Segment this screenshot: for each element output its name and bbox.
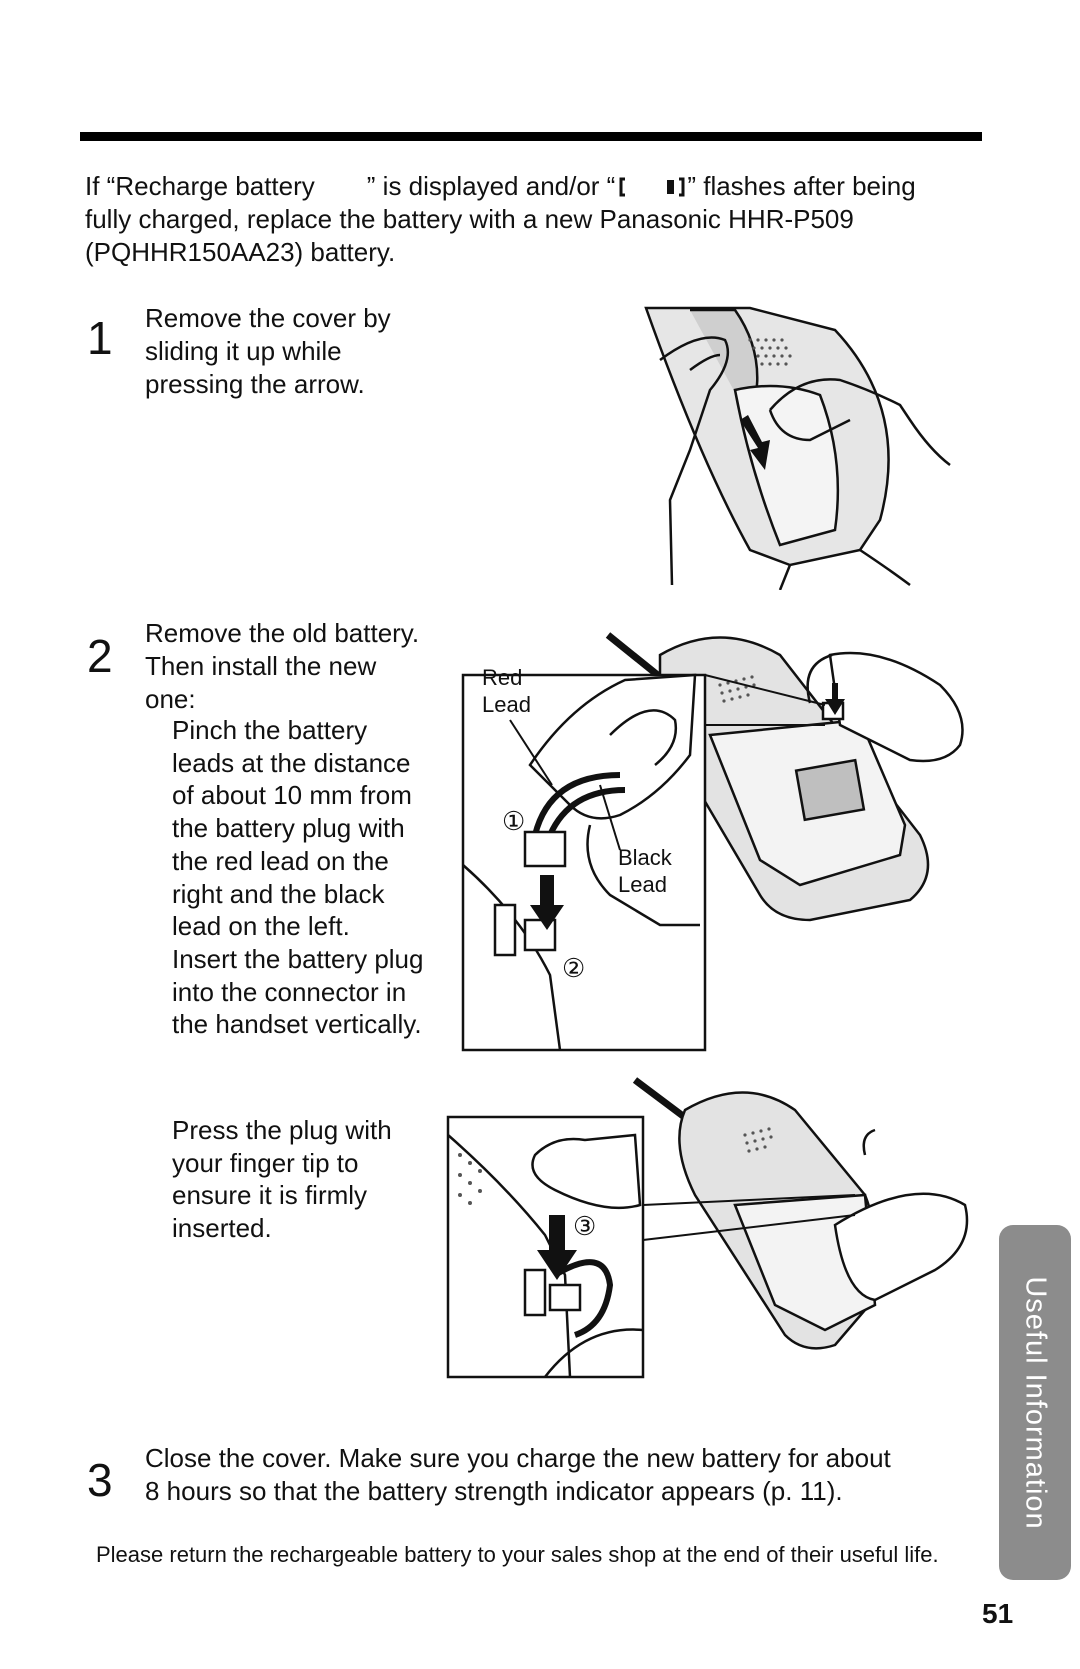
substep-line: of about 10 mm from xyxy=(172,780,412,811)
substep-line: your finger tip to xyxy=(172,1147,359,1178)
substep-line: lead on the left. xyxy=(172,911,350,942)
substep-line: the red lead on the xyxy=(172,845,389,876)
substep-line: Insert the battery plug xyxy=(172,943,424,974)
step-2-substep-pinch xyxy=(172,714,423,1041)
step-2-line: Remove the old battery. xyxy=(145,618,420,648)
step-2-line: Then install the new xyxy=(145,651,377,681)
step-3-line: Close the cover. Make sure you charge the new battery for about xyxy=(145,1443,891,1473)
step-1-text xyxy=(145,302,391,401)
intro-text-2: ” is displayed and/or “ xyxy=(366,171,616,201)
page-number: 51 xyxy=(982,1598,1014,1629)
intro-text-5: (PQHHR150AA23) battery. xyxy=(85,237,396,267)
substep-line: into the connector in xyxy=(172,976,407,1007)
marker-3: ③ xyxy=(573,1211,597,1241)
substep-line: Pinch the battery xyxy=(172,715,368,745)
substep-line: the battery plug with xyxy=(172,813,405,844)
intro-text-3: ” flashes after being xyxy=(687,171,916,201)
remove-cover-illustration xyxy=(630,300,990,590)
black-lead-label: Black xyxy=(618,845,672,870)
substep-line: leads at the distance xyxy=(172,747,411,778)
battery-indicator-icon xyxy=(615,173,687,195)
step-1-line: Remove the cover by xyxy=(145,303,391,333)
step-1-line: pressing the arrow. xyxy=(145,369,365,399)
substep-line: inserted. xyxy=(172,1213,272,1244)
section-tab xyxy=(999,1225,1071,1580)
red-lead-label: Lead xyxy=(482,692,531,717)
press-plug-illustration xyxy=(445,1075,985,1380)
step-2-substep-press xyxy=(172,1114,392,1245)
recycling-note: Please return the rechargeable battery to your sales shop at the end of their useful life. xyxy=(96,1542,939,1567)
substep-line: ensure it is firmly xyxy=(172,1180,368,1211)
step-3-line: 8 hours so that the battery strength indicator appears (p. 11). xyxy=(145,1476,843,1506)
step-2-text xyxy=(145,617,419,716)
install-battery-illustration xyxy=(460,625,1000,1055)
step-2-number: 2 xyxy=(87,630,113,682)
step-3-text xyxy=(145,1442,891,1508)
step-1-number: 1 xyxy=(87,312,113,364)
black-lead-label: Lead xyxy=(618,872,667,897)
intro-text-1: If “Recharge battery xyxy=(85,171,315,201)
intro-paragraph xyxy=(85,170,985,269)
intro-text-4: fully charged, replace the battery with a new Panasonic HHR-P509 xyxy=(85,204,854,234)
step-1-line: sliding it up while xyxy=(145,336,342,366)
marker-2: ② xyxy=(562,953,586,983)
substep-line: the handset vertically. xyxy=(172,1009,422,1040)
red-lead-label: Red xyxy=(482,665,523,690)
step-2-line: one: xyxy=(145,684,196,714)
header-rule xyxy=(80,132,982,141)
section-tab-label: Useful Information xyxy=(1019,1276,1052,1530)
substep-line: Press the plug with xyxy=(172,1115,392,1145)
substep-line: right and the black xyxy=(172,878,385,909)
step-3-number: 3 xyxy=(87,1454,113,1506)
marker-1: ① xyxy=(502,806,526,836)
